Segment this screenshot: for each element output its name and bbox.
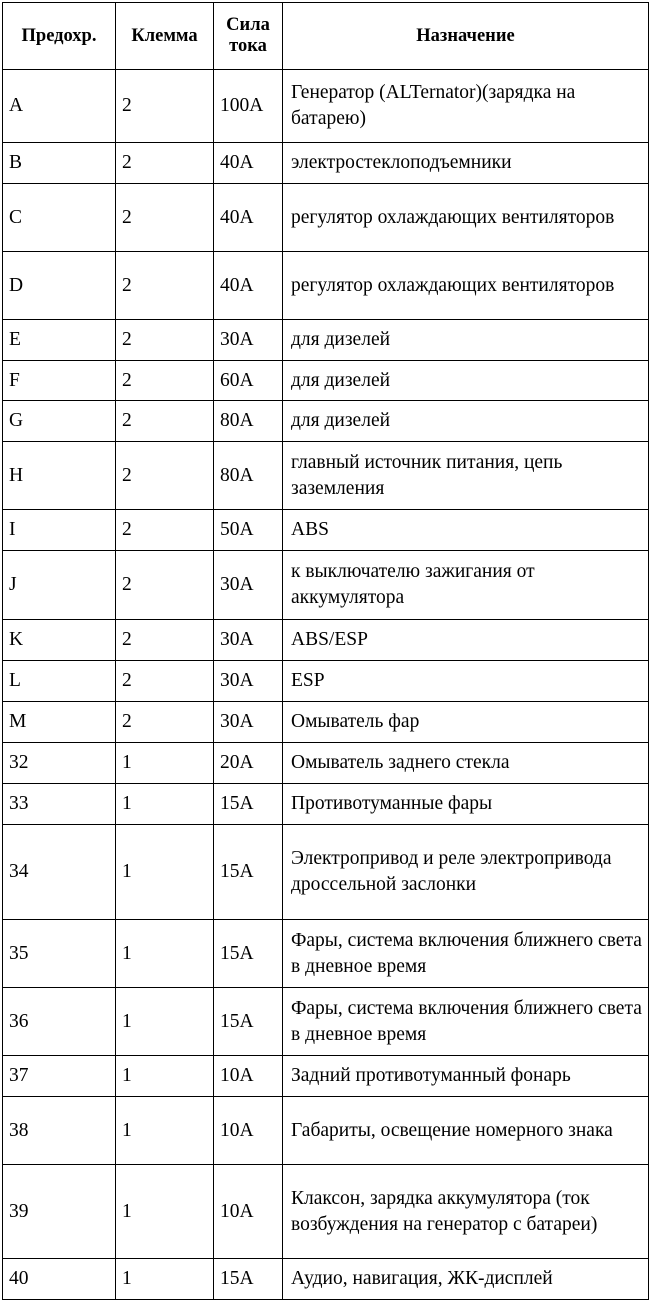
cell-current: 80A (214, 442, 283, 510)
cell-current: 30A (214, 620, 283, 661)
cell-terminal: 2 (116, 510, 214, 551)
cell-current: 30A (214, 320, 283, 361)
cell-current: 60A (214, 361, 283, 401)
header-purpose: Назначение (283, 3, 649, 70)
fuse-table (2, 2, 649, 1300)
table-row (3, 252, 649, 320)
cell-fuse: B (3, 143, 116, 184)
table-row (3, 320, 649, 361)
cell-current: 100A (214, 70, 283, 143)
table-row (3, 510, 649, 551)
cell-purpose: к выключателю зажигания от аккумулятора (283, 551, 649, 620)
cell-fuse: 38 (3, 1097, 116, 1165)
table-row (3, 743, 649, 784)
cell-fuse: G (3, 401, 116, 442)
cell-purpose: Омыватель фар (283, 702, 649, 743)
table-row (3, 442, 649, 510)
cell-current: 40A (214, 184, 283, 252)
header-terminal: Клемма (116, 3, 214, 70)
table-row (3, 620, 649, 661)
cell-terminal: 2 (116, 184, 214, 252)
cell-current: 20A (214, 743, 283, 784)
table-row (3, 661, 649, 702)
cell-current: 15A (214, 988, 283, 1056)
cell-current: 10A (214, 1097, 283, 1165)
cell-fuse: D (3, 252, 116, 320)
header-row (3, 3, 649, 70)
cell-current: 15A (214, 825, 283, 920)
cell-terminal: 2 (116, 320, 214, 361)
cell-fuse: H (3, 442, 116, 510)
cell-current: 80A (214, 401, 283, 442)
cell-purpose: Электропривод и реле электропривода дроссельной заслонки (283, 825, 649, 920)
cell-terminal: 2 (116, 70, 214, 143)
cell-fuse: A (3, 70, 116, 143)
table-row (3, 920, 649, 988)
cell-current: 50A (214, 510, 283, 551)
cell-terminal: 2 (116, 551, 214, 620)
cell-fuse: 36 (3, 988, 116, 1056)
cell-terminal: 2 (116, 661, 214, 702)
cell-purpose: Противотуманные фары (283, 784, 649, 825)
cell-current: 15A (214, 920, 283, 988)
cell-current: 40A (214, 252, 283, 320)
cell-purpose: Фары, система включения ближнего света в дневное время (283, 920, 649, 988)
cell-current: 10A (214, 1165, 283, 1259)
cell-fuse: M (3, 702, 116, 743)
table-row (3, 184, 649, 252)
table-row (3, 1165, 649, 1259)
cell-fuse: F (3, 361, 116, 401)
cell-current: 30A (214, 661, 283, 702)
cell-purpose: Генератор (ALTernator)(зарядка на батарею) (283, 70, 649, 143)
cell-purpose: ABS (283, 510, 649, 551)
cell-current: 15A (214, 784, 283, 825)
cell-purpose: электростеклоподъемники (283, 143, 649, 184)
cell-purpose: регулятор охлаждающих вентиляторов (283, 184, 649, 252)
cell-purpose: Омыватель заднего стекла (283, 743, 649, 784)
cell-purpose: для дизелей (283, 320, 649, 361)
cell-terminal: 2 (116, 401, 214, 442)
cell-terminal: 2 (116, 702, 214, 743)
cell-terminal: 1 (116, 825, 214, 920)
cell-terminal: 1 (116, 1259, 214, 1300)
cell-terminal: 1 (116, 1056, 214, 1097)
cell-fuse: 34 (3, 825, 116, 920)
cell-fuse: 35 (3, 920, 116, 988)
cell-purpose: для дизелей (283, 401, 649, 442)
table-row (3, 1056, 649, 1097)
cell-terminal: 1 (116, 743, 214, 784)
cell-current: 10A (214, 1056, 283, 1097)
cell-terminal: 1 (116, 784, 214, 825)
table-row (3, 70, 649, 143)
cell-terminal: 1 (116, 1165, 214, 1259)
cell-purpose: ESP (283, 661, 649, 702)
cell-terminal: 2 (116, 442, 214, 510)
cell-fuse: C (3, 184, 116, 252)
cell-purpose: Аудио, навигация, ЖК-дисплей (283, 1259, 649, 1300)
table-row (3, 143, 649, 184)
cell-fuse: 40 (3, 1259, 116, 1300)
table-row (3, 702, 649, 743)
cell-terminal: 2 (116, 252, 214, 320)
cell-terminal: 2 (116, 361, 214, 401)
cell-fuse: K (3, 620, 116, 661)
cell-purpose: Фары, система включения ближнего света в дневное время (283, 988, 649, 1056)
cell-fuse: J (3, 551, 116, 620)
table-row (3, 825, 649, 920)
cell-terminal: 1 (116, 1097, 214, 1165)
cell-purpose: Габариты, освещение номерного знака (283, 1097, 649, 1165)
cell-fuse: 32 (3, 743, 116, 784)
cell-purpose: для дизелей (283, 361, 649, 401)
cell-purpose: Клаксон, зарядка аккумулятора (ток возбуждения на генератор с батареи) (283, 1165, 649, 1259)
header-current: Сила тока (214, 3, 283, 70)
table-row (3, 551, 649, 620)
cell-fuse: 37 (3, 1056, 116, 1097)
header-fuse: Предохр. (3, 3, 116, 70)
table-row (3, 988, 649, 1056)
table-row (3, 784, 649, 825)
table-row (3, 1097, 649, 1165)
cell-terminal: 2 (116, 620, 214, 661)
cell-terminal: 1 (116, 988, 214, 1056)
cell-current: 15A (214, 1259, 283, 1300)
cell-fuse: L (3, 661, 116, 702)
cell-fuse: 33 (3, 784, 116, 825)
cell-terminal: 2 (116, 143, 214, 184)
table-row (3, 401, 649, 442)
table-row (3, 1259, 649, 1300)
cell-fuse: I (3, 510, 116, 551)
cell-current: 40A (214, 143, 283, 184)
cell-fuse: 39 (3, 1165, 116, 1259)
cell-purpose: Задний противотуманный фонарь (283, 1056, 649, 1097)
cell-current: 30A (214, 702, 283, 743)
cell-fuse: E (3, 320, 116, 361)
cell-current: 30A (214, 551, 283, 620)
cell-purpose: регулятор охлаждающих вентиляторов (283, 252, 649, 320)
table-row (3, 361, 649, 401)
cell-terminal: 1 (116, 920, 214, 988)
cell-purpose: ABS/ESP (283, 620, 649, 661)
cell-purpose: главный источник питания, цепь заземления (283, 442, 649, 510)
